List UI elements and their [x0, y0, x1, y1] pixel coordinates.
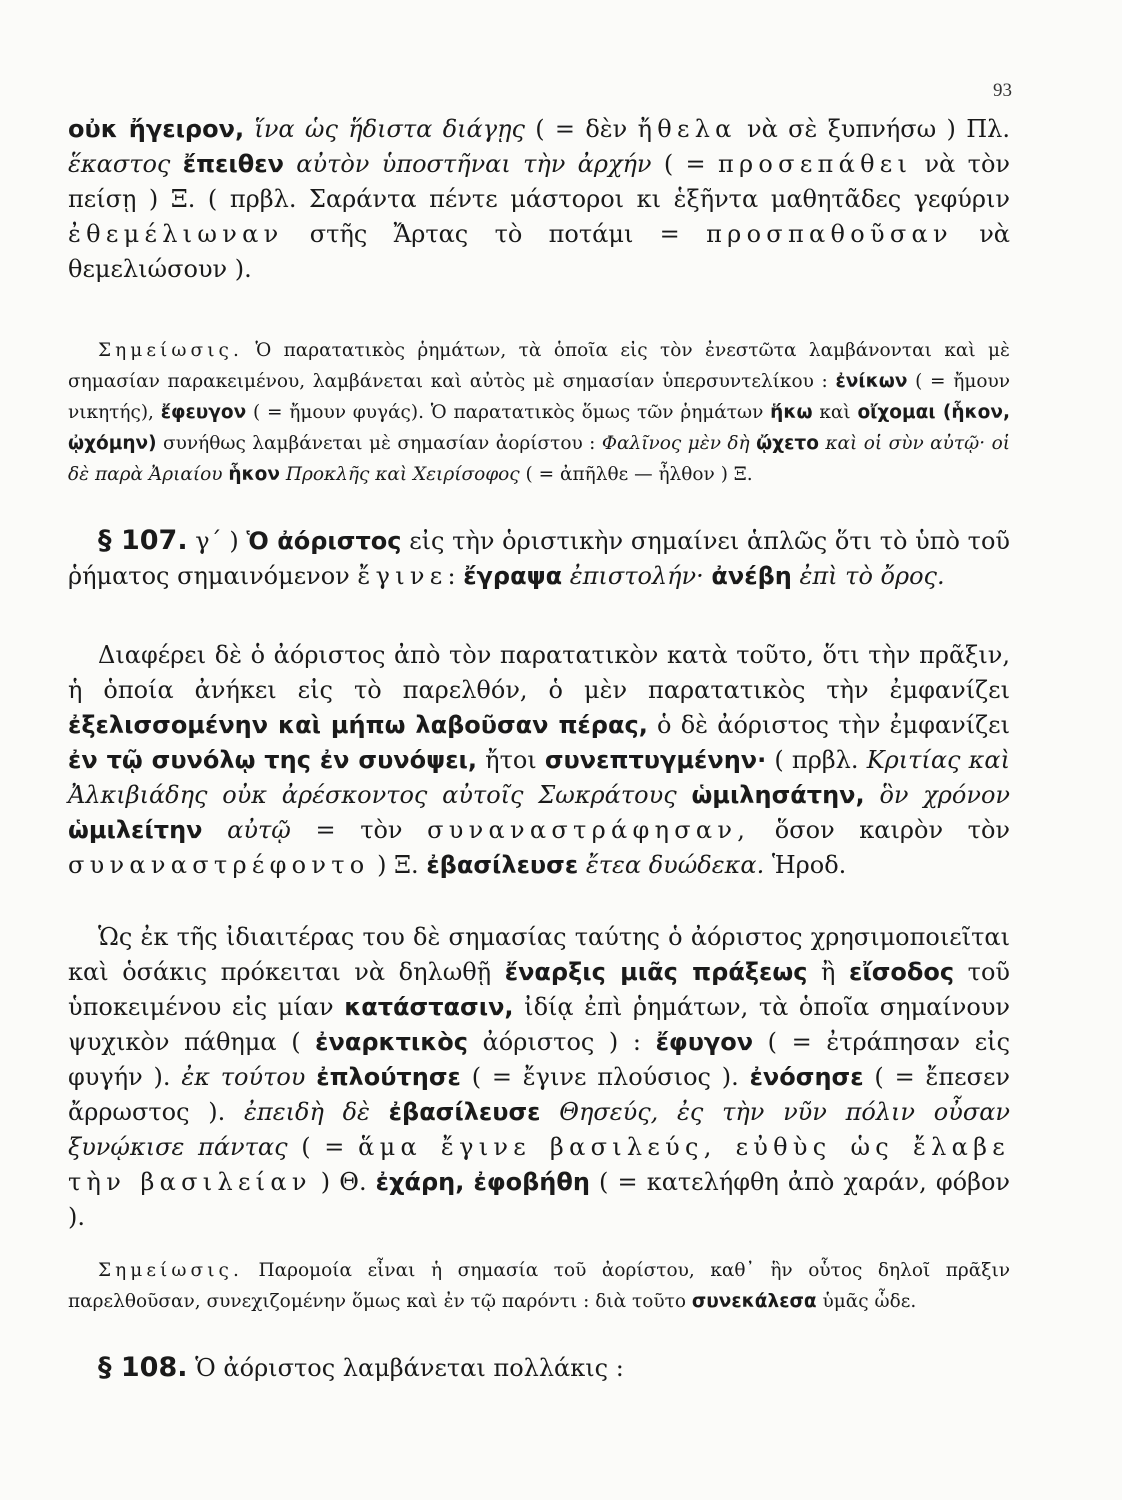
- text: νὰ θεμελιώσουν ).: [68, 220, 1010, 283]
- bold-term: ὡμιλείτην: [68, 816, 203, 844]
- italic-quote: ὃν χρόνον: [879, 781, 1010, 809]
- text: = τὸν: [290, 816, 428, 844]
- text: εἰς τὴν ὁριστικὴν σημαίνει ἁπλῶς ὅτι τὸ ὑπὸ τοῦ ῥήματος σημαινόμενον: [68, 527, 1010, 590]
- text: συνήθως λαμβάνεται μὲ σημασίαν ἀορίστου :: [156, 433, 602, 454]
- text: [865, 781, 880, 809]
- spaced-term: ἅμα ἔγινε βασιλεύς, εὐθὺς ὡς ἔλαβε τὴν βασιλείαν: [68, 1133, 1010, 1196]
- text: ( = ἤμουν φυγάς). Ὁ παρατατικὸς ὅμως τῶν ῥημάτων: [246, 402, 771, 423]
- bold-term: ἔφυγον: [655, 1028, 754, 1056]
- bold-term: εἴσοδος: [849, 958, 955, 986]
- paragraph-3-text: [68, 638, 1010, 883]
- italic-quote: καὶ οἱ σὺν αὐτῷ· οἱ δὲ παρὰ Ἀριαίου: [68, 433, 1010, 485]
- bold-term: ἐπλούτησε: [316, 1063, 461, 1091]
- paragraph-1: [68, 112, 1010, 287]
- italic-quote: ἐπειδὴ δὲ: [244, 1098, 370, 1126]
- italic-quote: Θησεύς, ἐς τὴν νῦν πόλιν οὖσαν ξυνῴκισε πάντας: [68, 1098, 1010, 1161]
- text: [170, 150, 182, 178]
- text: ( = δὲν: [524, 115, 638, 143]
- text: [370, 1098, 389, 1126]
- bold-term: οἴχομαι (ἧκον, ᾠχόμην): [68, 402, 1010, 454]
- text: στῆς Ἄρτας τὸ ποτάμι =: [283, 220, 707, 248]
- text: ( = κατελήφθη ἀπὸ χαράν, φόβον ).: [68, 1168, 1010, 1231]
- bold-term: κατάστασιν,: [344, 993, 514, 1021]
- section-108: [68, 1350, 1010, 1386]
- section-108-text: [68, 1350, 1010, 1386]
- text: ( = ἔγινε πλούσιος ).: [460, 1063, 750, 1091]
- bold-term: συνεπτυγμένην·: [544, 746, 767, 774]
- text: [203, 816, 228, 844]
- text: [305, 1063, 316, 1091]
- text: Ὡς ἐκ τῆς ἰδιαιτέρας του δὲ σημασίας ταύτης ὁ ἀόριστος χρησιμοποιεῖται καὶ ὁσάκις πρόκειται νὰ δηλωθῇ: [68, 923, 1010, 986]
- bold-term: ἐβασίλευσε: [426, 851, 579, 879]
- text: [677, 781, 692, 809]
- bold-term: ἔπειθεν: [182, 150, 284, 178]
- text: ) Θ.: [311, 1168, 376, 1196]
- spaced-term: συναναστρέφοντο: [68, 851, 370, 879]
- note-label: Σημείωσις.: [98, 340, 243, 361]
- text: ( = ἔπεσεν ἄρρωστος ).: [68, 1063, 1010, 1126]
- bold-term: ὡμιλησάτην,: [691, 781, 865, 809]
- italic-quote: ἔτεα δυώδεκα.: [585, 851, 765, 879]
- text: Ὁ παρατατικὸς ῥημάτων, τὰ ὁποῖα εἰς τὸν ἐνεστῶτα λαμβάνονται καὶ μὲ σημασίαν παρακειμένου, λαμβάνεται καὶ αὐτὸς μὲ σημασίαν ὑπερσυντελίκου :: [68, 340, 1010, 392]
- text: ( πρβλ.: [766, 746, 867, 774]
- text: ἰδίᾳ ἐπὶ ῥημάτων, τὰ ὁποῖα σημαίνουν ψυχικὸν πάθημα (: [68, 993, 1011, 1056]
- text: ὁ δὲ ἀόριστος τὴν ἐμφανίζει: [647, 711, 1010, 739]
- note-2: [68, 1255, 1010, 1317]
- text: ἤτοι: [477, 746, 545, 774]
- bold-term: ἐν τῷ συνόλῳ της ἐν συνόψει,: [68, 746, 478, 774]
- italic-quote: ἐκ τούτου: [181, 1063, 306, 1091]
- spaced-term: ἤθελα: [637, 115, 737, 143]
- italic-quote: ἐπὶ τὸ ὄρος.: [799, 562, 945, 590]
- text: ἀόριστος ) :: [468, 1028, 656, 1056]
- bold-term: ἔφευγον: [160, 402, 247, 423]
- section-number: § 108.: [98, 1352, 188, 1383]
- text: ὑμᾶς ὧδε.: [816, 1291, 917, 1312]
- section-107-text: [68, 523, 1010, 594]
- bold-term: συνεκάλεσα: [691, 1291, 817, 1312]
- text: [284, 150, 296, 178]
- text: :: [447, 562, 464, 590]
- italic-quote: αὐτῷ: [227, 816, 291, 844]
- text: [578, 851, 586, 879]
- bold-term: ἐβασίλευσε: [388, 1098, 541, 1126]
- italic-quote: ἵνα ὡς ἥδιστα διάγῃς: [254, 115, 525, 143]
- text: ( = ἤμουν νικητής),: [68, 371, 1010, 423]
- bold-term: ἀνέβη: [711, 562, 792, 590]
- text: ( =: [287, 1133, 359, 1161]
- text: ὅσον καιρὸν τὸν: [750, 816, 1010, 844]
- bold-term: οὐκ ἤγειρον,: [68, 115, 245, 143]
- italic-quote: Κριτίας καὶ Ἀλκιβιάδης οὐκ ἀρέσκοντος αὐτοῖς Σωκράτους: [68, 746, 1010, 809]
- italic-quote: Φαλῖνος μὲν δὴ: [601, 433, 750, 454]
- text: Ὁ ἀόριστος λαμβάνεται πολλάκις :: [187, 1354, 624, 1382]
- text: ( = ἀπῆλθε — ἦλθον ) Ξ.: [519, 464, 753, 485]
- text: καὶ: [812, 402, 858, 423]
- spaced-term: προσπαθοῦσαν: [706, 220, 953, 248]
- text: ( = ἐτράπησαν εἰς φυγήν ).: [68, 1028, 1011, 1091]
- bold-term: ἔγραψα: [463, 562, 563, 590]
- text: ἢ: [807, 958, 849, 986]
- section-number: § 107.: [98, 525, 188, 556]
- text: [562, 562, 570, 590]
- text: ( =: [651, 150, 718, 178]
- bold-term: ἥκω: [770, 402, 813, 423]
- text: Παρομοία εἶναι ἡ σημασία τοῦ ἀορίστου, καθ᾿ ἣν οὗτος δηλοῖ πρᾶξιν παρελθοῦσαν, συνεχιζομένην ὅμως καὶ ἐν τῷ παρόντι : διὰ τοῦτο: [68, 1260, 1010, 1312]
- bold-term: ἐνίκων: [835, 371, 908, 392]
- spaced-term: ἐθεμέλιωναν: [68, 220, 284, 248]
- bold-term: ἐναρκτικὸς: [315, 1028, 469, 1056]
- spaced-term: ἔγινε: [357, 562, 448, 590]
- bold-term: ἧκον: [228, 464, 280, 485]
- page-number: 93: [993, 80, 1012, 101]
- bold-term: ᾤχετο: [756, 433, 819, 454]
- bold-term: ἐνόσησε: [749, 1063, 864, 1091]
- text: γ΄ ): [187, 527, 247, 555]
- bold-term: ἔναρξις μιᾶς πράξεως: [504, 958, 808, 986]
- italic-quote: ἕκαστος: [68, 150, 171, 178]
- text: ) Ξ.: [369, 851, 427, 879]
- paragraph-3: [68, 638, 1010, 883]
- text: [244, 115, 254, 143]
- spaced-term: συναναστράφησαν,: [427, 816, 751, 844]
- italic-quote: ἐπιστολήν·: [569, 562, 704, 590]
- text: Διαφέρει δὲ ὁ ἀόριστος ἀπὸ τὸν παρατατικὸν κατὰ τοῦτο, ὅτι τὴν πρᾶξιν, ἡ ὁποία ἀνήκει εἰς τὸ παρελθόν, ὁ μὲν παρατατικὸς τὴν ἐμφανίζει: [68, 641, 1010, 704]
- text: νὰ σὲ ξυπνήσω ) Πλ.: [736, 115, 1010, 143]
- note-1: [68, 335, 1010, 490]
- italic-quote: αὐτὸν ὑποστῆναι τὴν ἀρχήν: [296, 150, 652, 178]
- italic-quote: Προκλῆς καὶ Χειρίσοφος: [285, 464, 520, 485]
- text: τοῦ ὑποκειμένου εἰς μίαν: [68, 958, 1010, 1021]
- note-label: Σημείωσις.: [98, 1260, 243, 1281]
- spaced-term: προσεπάθει: [717, 150, 913, 178]
- paragraph-4-text: [68, 920, 1010, 1235]
- section-107: [68, 523, 1010, 594]
- text: νὰ τὸν πείσῃ ) Ξ. ( πρβλ. Σαράντα πέντε μάστοροι κι ἑξῆντα μαθητᾶδες γεφύριν: [68, 150, 1010, 213]
- bold-term: Ὁ ἀόριστος: [246, 527, 402, 555]
- bold-term: ἐχάρη,: [375, 1168, 465, 1196]
- bold-term: ἐφοβήθη: [473, 1168, 590, 1196]
- text: [541, 1098, 560, 1126]
- note-1-text: [68, 335, 1010, 490]
- paragraph-4: [68, 920, 1010, 1235]
- paragraph-1-text: [68, 112, 1010, 287]
- note-2-text: [68, 1255, 1010, 1317]
- text: Ἡροδ.: [764, 851, 847, 879]
- bold-term: ἐξελισσομένην καὶ μήπω λαβοῦσαν πέρας,: [68, 711, 648, 739]
